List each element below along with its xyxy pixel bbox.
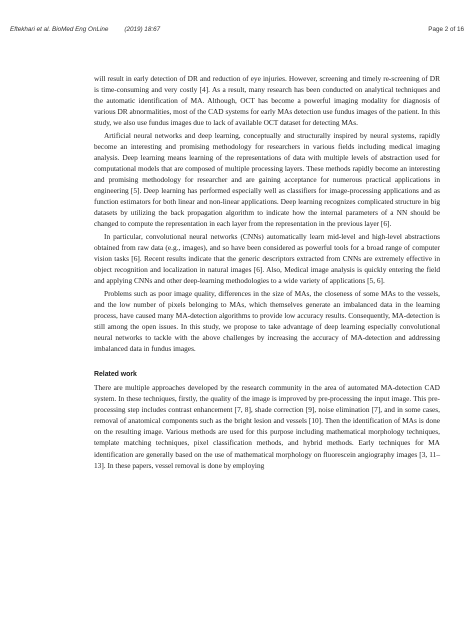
- body-paragraph: In particular, convolutional neural networks (CNNs) automatically learn mid-level and high-level abstractions obtained from raw data (e.g., images), and so have been considered as powerful tools for a broad range of computer vision tasks [6]. Recent results indicate that the generic descriptors extracted from CNNs are extremely effective in object recognition and localization in natural images [6]. Also, Medical image analysis is quickly entering the field and applying CNNs and other deep-learning methodologies to a wide variety of applications [5, 6].: [94, 232, 440, 286]
- running-header: [10, 26, 160, 33]
- body-paragraph: will result in early detection of DR and reduction of eye injuries. However, screening and timely re-screening of DR is time-consuming and very costly [4]. As a result, many research has been conducted on analytical techniques and the automatic identification of MA. Although, OCT has become a powerful imaging modality for diagnosis of various DR abnormalities, most of the CAD systems for early MAs detection use fundus images of the patient. In this study, we also use fundus images due to lack of available OCT dataset for detecting MAs.: [94, 74, 440, 128]
- journal-citation: Eftekhari et al. BioMed Eng OnLine: [10, 26, 109, 33]
- body-paragraph: There are multiple approaches developed by the research community in the area of automated MA-detection CAD system. In these techniques, firstly, the quality of the image is improved by pre-processing the input image. This pre-processing step includes contrast enhancement [7, 8], shade correction [9], noise elimination [7], and in some cases, removal of anatomical components such as the bright lesion and vessels [10]. Then the identification of MAs is done on the resulting image. Various methods are used for this purpose including mathematical morphology techniques, template matching techniques, pixel classification methods, and hybrid methods. Early techniques for MA identification are generally based on the use of mathematical morphology on fluorescein angiography images [3, 11–13]. In these papers, vessel removal is done by employing: [94, 383, 440, 470]
- section-heading-related-work: Related work: [94, 371, 137, 379]
- volume-reference: (2019) 18:67: [124, 26, 161, 33]
- article-body: [94, 73, 440, 473]
- body-paragraph: Artificial neural networks and deep learning, conceptually and structurally inspired by neural systems, rapidly become an interesting and promising methodology for researchers in various fields including medical imaging analysis. Deep learning means learning of the representations of data with multiple levels of abstraction used for computational models that are composed of multiple processing layers. These methods rapidly become an interesting and promising methodology for researcher and are gaining acceptance for numerous practical applications in engineering [5]. Deep learning has performed especially well as classifiers for image-processing applications and as function estimators for both linear and non-linear applications. Deep learning recognizes complicated structure in big datasets by utilizing the back propagation algorithm to indicate how the internal parameters of a NN should be changed to compute the representation in each layer from the representation in the previous layer [6].: [94, 131, 440, 229]
- page-number: Page 2 of 16: [428, 26, 464, 33]
- body-paragraph: Problems such as poor image quality, differences in the size of MAs, the closeness of some MAs to the vessels, and the low number of pixels belonging to MAs, which themselves generate an imbalanced data in the learning process, have caused many MA-detection algorithms to provide low accuracy results. Consequently, MA-detection is still among the open issues. In this study, we propose to take advantage of deep learning especially convolutional neural networks to tackle with the above challenges by increasing the accuracy of MA-detection and addressing imbalanced data in fundus images.: [94, 289, 440, 354]
